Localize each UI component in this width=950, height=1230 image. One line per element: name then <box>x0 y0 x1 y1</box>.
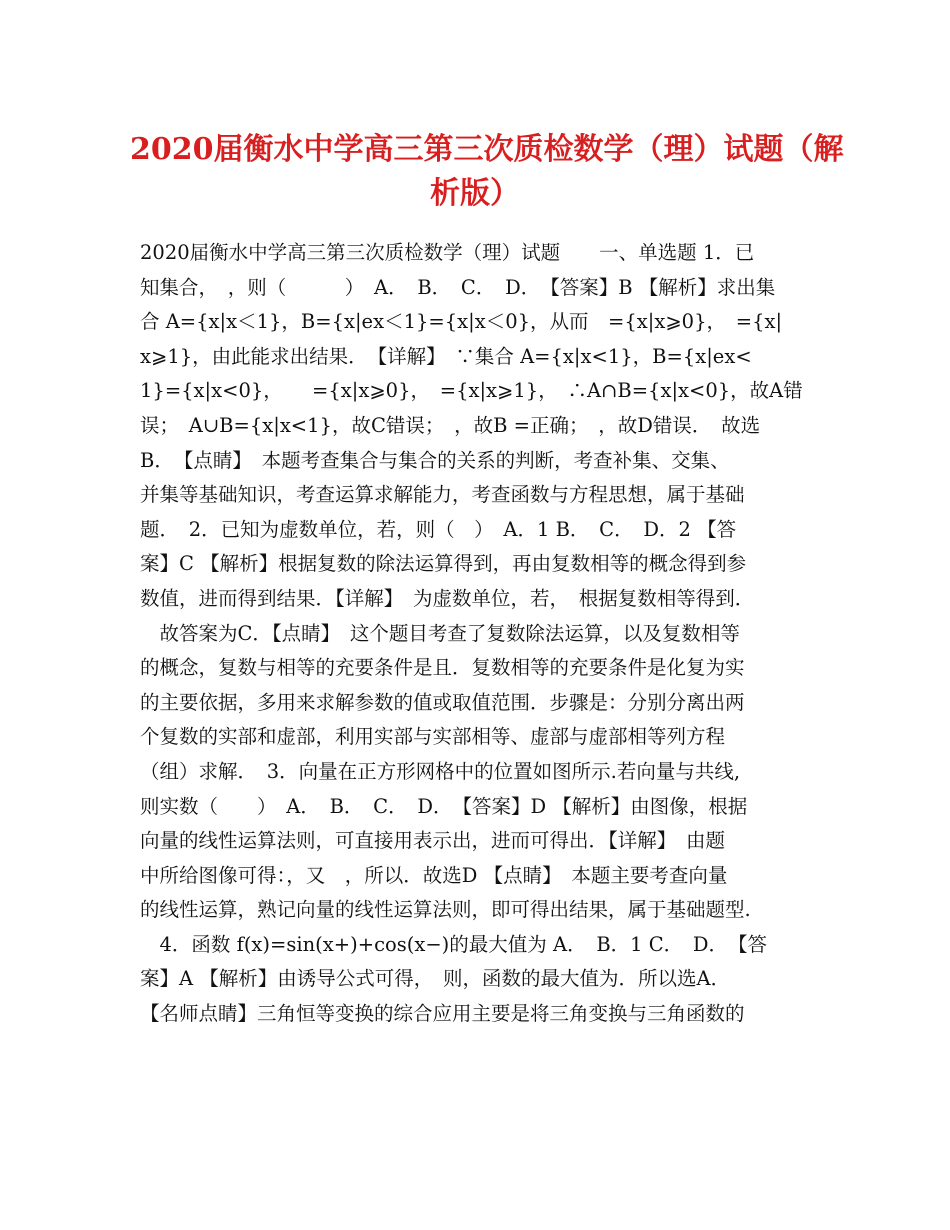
body-line: 故答案为C．【点睛】 这个题目考查了复数除法运算，以及复数相等 <box>140 621 740 645</box>
body-line: 数值，进而得到结果．【详解】 为虚数单位，若， 根据复数相等得到． <box>140 586 755 610</box>
document-title <box>130 128 844 216</box>
body-line: 个复数的实部和虚部，利用实部与实部相等、虚部与虚部相等列方程 <box>140 725 726 749</box>
body-line: 合 A={x|x＜1}，B={x|ex＜1}={x|x＜0}，从而 ={x|x⩾0}， ={x| <box>140 310 783 334</box>
body-line: 案】C 【解析】根据复数的除法运算得到，再由复数相等的概念得到参 <box>140 552 747 576</box>
body-line: 的线性运算，熟记向量的线性运算法则，即可得出结果，属于基础题型. <box>140 898 751 922</box>
body-line: 题． 2．已知为虚数单位，若，则（ ） A．1 B． C． D．2 【答 <box>140 517 737 541</box>
body-line: 的主要依据，多用来求解参数的值或取值范围．步骤是：分别分离出两 <box>140 690 745 714</box>
body-line: 知集合， ，则（ ） A． B． C． D． 【答案】B 【解析】求出集 <box>140 275 776 299</box>
body-line: 2020届衡水中学高三第三次质检数学（理）试题 一、单选题 1．已 <box>140 241 755 264</box>
body-line: 则实数（ ） A． B． C． D． 【答案】D 【解析】由图像，根据 <box>140 794 748 818</box>
body-line: 的概念，复数与相等的充要条件是且．复数相等的充要条件是化复为实 <box>140 656 745 680</box>
body-line: 中所给图像可得：，又 ，所以．故选D 【点睛】 本题主要考查向量 <box>140 863 728 887</box>
body-line: 并集等基础知识，考查运算求解能力，考查函数与方程思想，属于基础 <box>140 483 745 507</box>
body-line: 【名师点睛】三角恒等变换的综合应用主要是将三角变换与三角函数的 <box>140 1002 745 1026</box>
body-line: 案】A 【解析】由诱导公式可得， 则，函数的最大值为．所以选A． <box>140 967 731 991</box>
body-line: 1}={x|x<0}， ={x|x⩾0}， ={x|x⩾1}， ∴A∩B={x|x<0}，故A错 <box>140 379 803 403</box>
body-line: 向量的线性运算法则，可直接用表示出，进而可得出．【详解】 由题 <box>140 829 726 853</box>
body-line: （组）求解． 3．向量在正方形网格中的位置如图所示.若向量与共线, <box>140 759 741 783</box>
title-line: 析版） <box>430 176 520 211</box>
body-line: 4．函数 f(x)=sin(x+)+cos(x−)的最大值为 A． B．1 C． D． 【答 <box>140 932 768 956</box>
body-line: B． 【点睛】 本题考查集合与集合的关系的判断，考查补集、交集、 <box>140 448 730 472</box>
body-line: 误； A∪B={x|x<1}，故C错误； ，故B =正确； ，故D错误． 故选 <box>140 413 761 437</box>
title-line: 2020届衡水中学高三第三次质检数学（理）试题（解 <box>130 132 844 167</box>
document-body <box>140 236 820 1032</box>
body-line: x⩾1}，由此能求出结果． 【详解】 ∵集合 A={x|x<1}，B={x|ex< <box>140 344 752 368</box>
